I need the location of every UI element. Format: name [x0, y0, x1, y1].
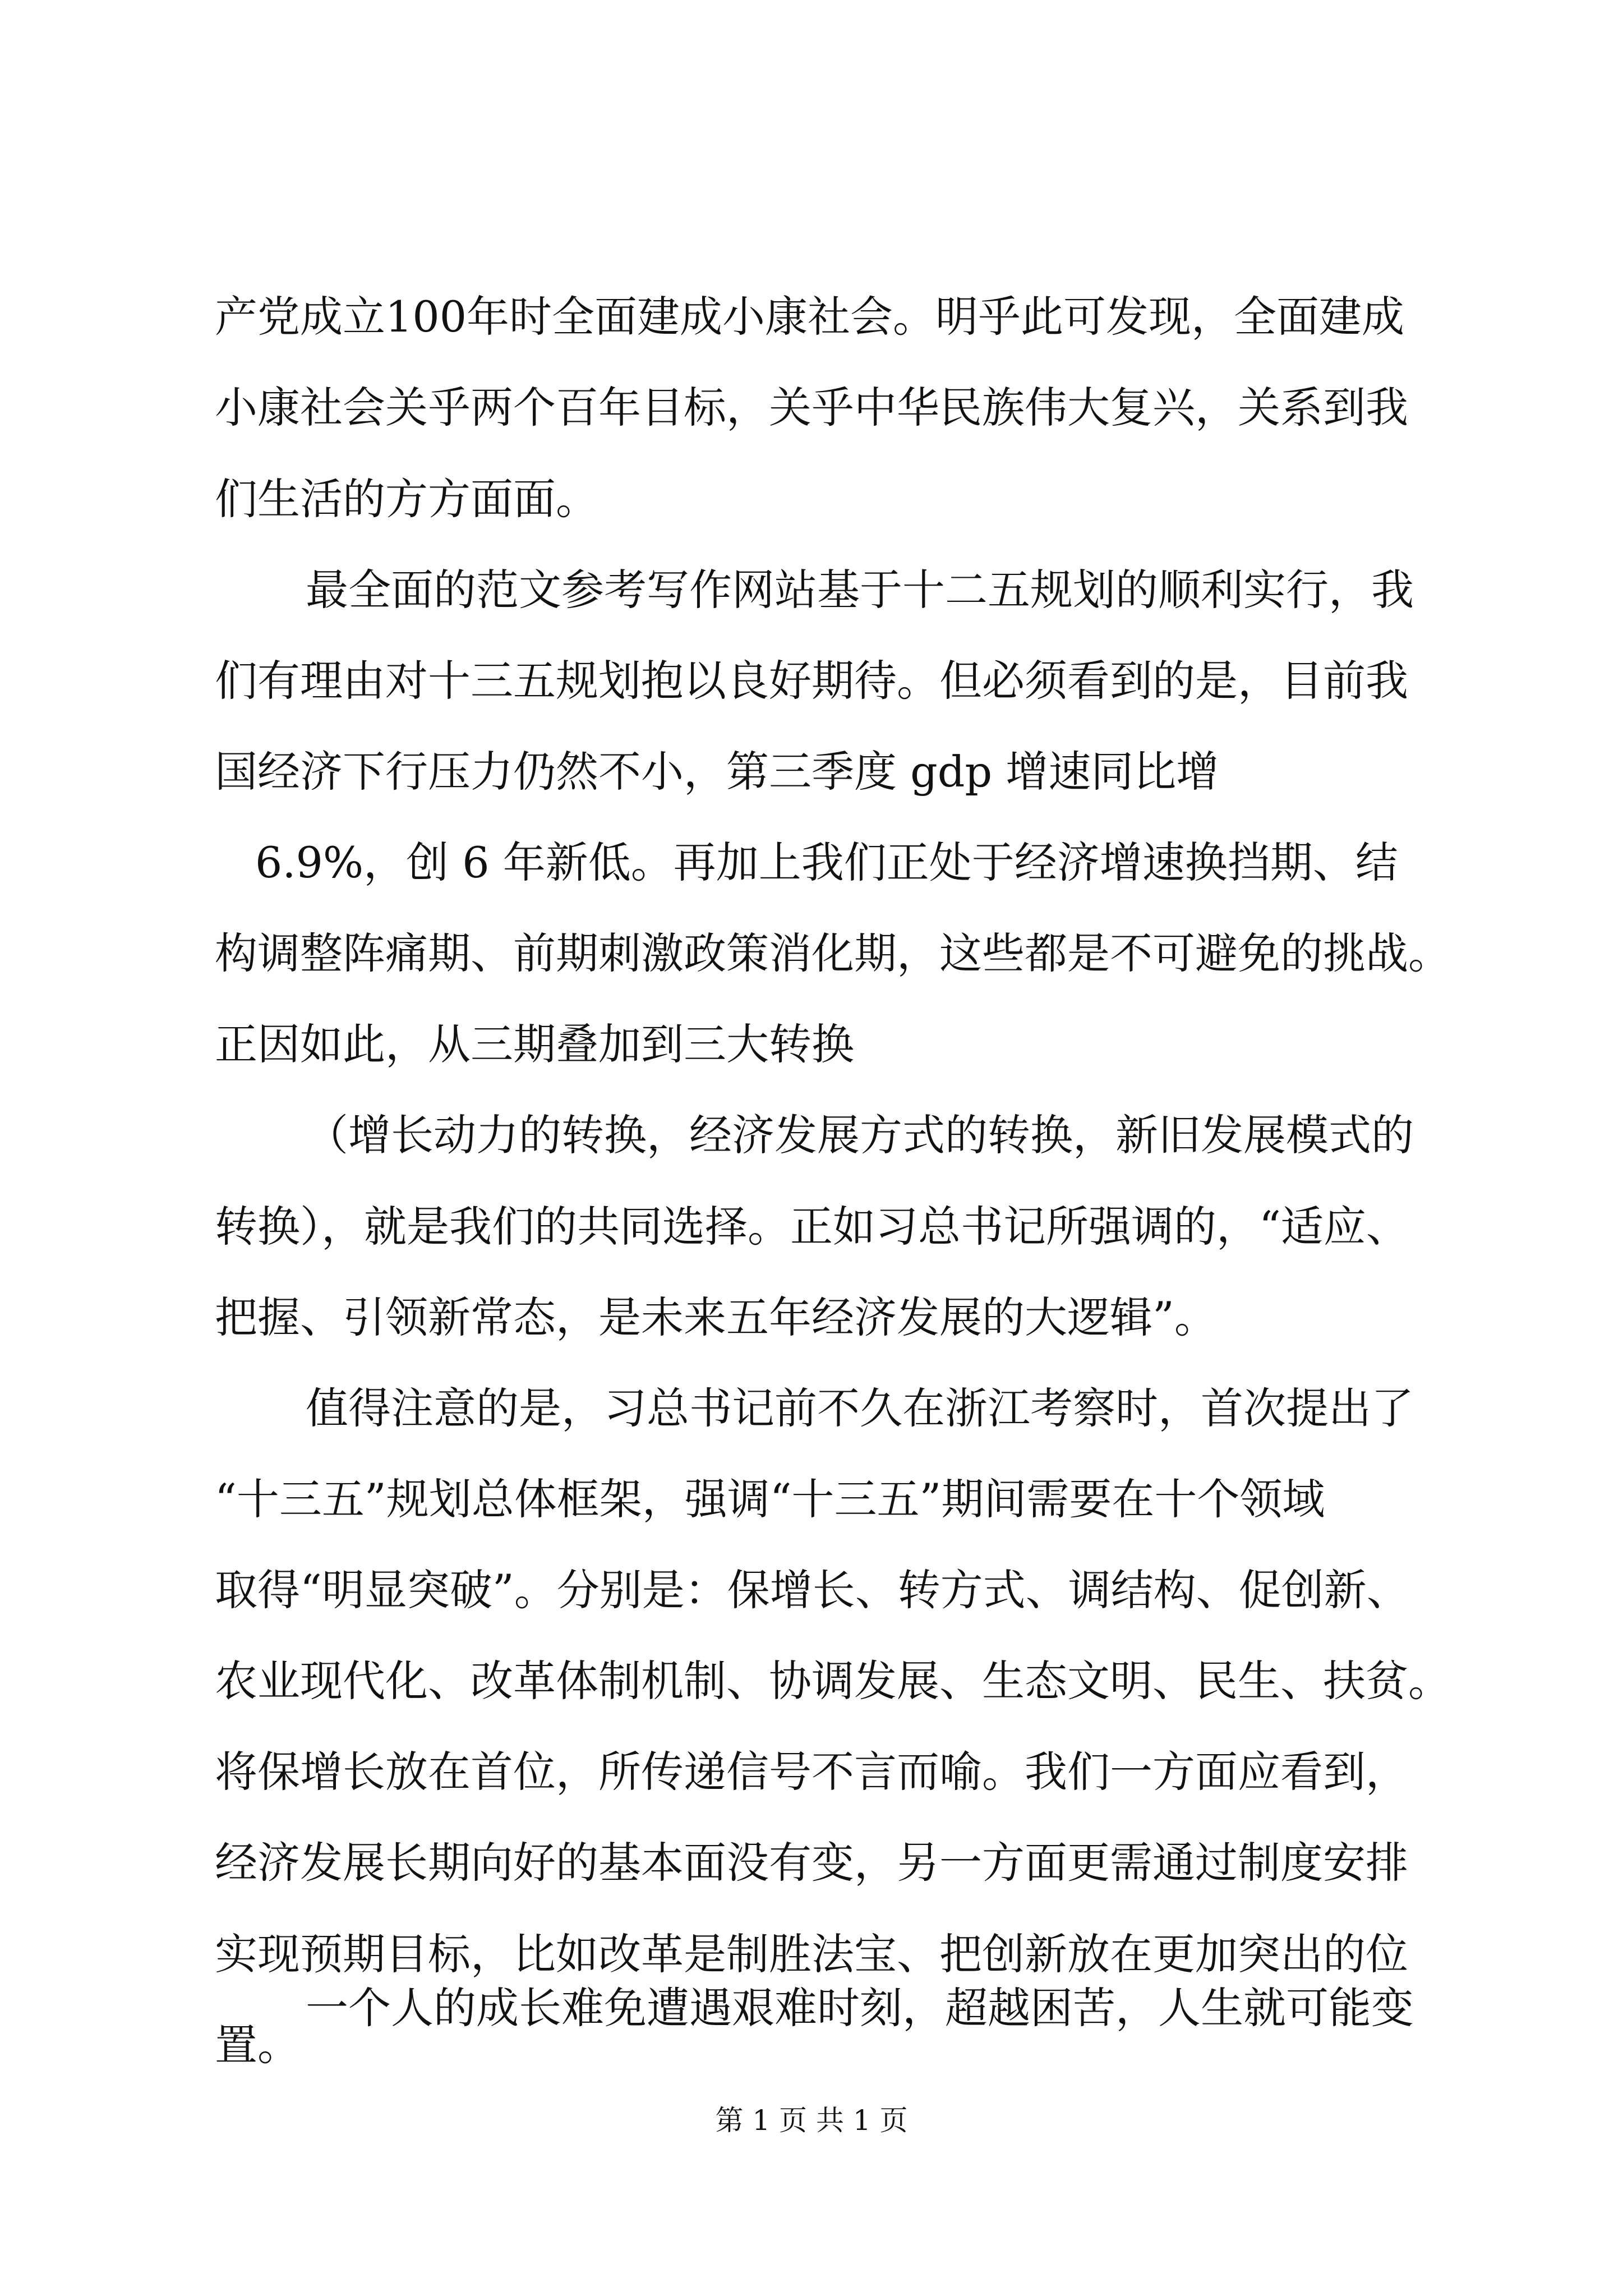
text-line: 置。 [215, 2020, 300, 2070]
text-line: 实现预期目标，比如改革是制胜法宝、把创新放在更加突出的位 [215, 1929, 1408, 1979]
text-line: “十三五”规划总体框架，强调“十三五”期间需要在十个领域 [215, 1474, 1325, 1524]
text-line: 正因如此，从三期叠加到三大转换 [215, 1019, 854, 1069]
text-line: 取得“明显突破”。分别是：保增长、转方式、调结构、促创新、 [215, 1565, 1409, 1615]
text-line: 经济发展长期向好的基本面没有变，另一方面更需通过制度安排 [215, 1838, 1408, 1888]
text-line: 产党成立100年时全面建成小康社会。明乎此可发现，全面建成 [215, 292, 1405, 342]
text-line: 将保增长放在首位，所传递信号不言而喻。我们一方面应看到， [215, 1747, 1408, 1797]
text-line: 转换），就是我们的共同选择。正如习总书记所强调的，“适应、 [215, 1202, 1409, 1251]
text-line: 构调整阵痛期、前期刺激政策消化期，这些都是不可避免的挑战。 [215, 928, 1451, 978]
text-line: 小康社会关乎两个百年目标，关乎中华民族伟大复兴，关系到我 [215, 383, 1408, 432]
text-line: 值得注意的是，习总书记前不久在浙江考察时，首次提出了 [306, 1383, 1414, 1433]
text-line: （增长动力的转换，经济发展方式的转换，新旧发展模式的 [306, 1110, 1414, 1160]
text-line: 们生活的方方面面。 [215, 474, 598, 524]
text-line: 们有理由对十三五规划抱以良好期待。但必须看到的是，目前我 [215, 656, 1408, 706]
text-line: 6.9%，创 6 年新低。再加上我们正处于经济增速换挡期、结 [255, 838, 1398, 887]
text-line: 农业现代化、改革体制机制、协调发展、生态文明、民生、扶贫。 [215, 1656, 1451, 1706]
text-line: 一个人的成长难免遭遇艰难时刻，超越困苦，人生就可能变 [306, 1983, 1414, 2033]
text-line: 国经济下行压力仍然不小，第三季度 gdp 增速同比增 [215, 747, 1219, 797]
page-number-footer: 第 1 页 共 1 页 [715, 2104, 908, 2137]
text-line: 把握、引领新常态，是未来五年经济发展的大逻辑”。 [215, 1292, 1217, 1342]
text-line: 最全面的范文参考写作网站基于十二五规划的顺利实行，我 [306, 565, 1414, 615]
